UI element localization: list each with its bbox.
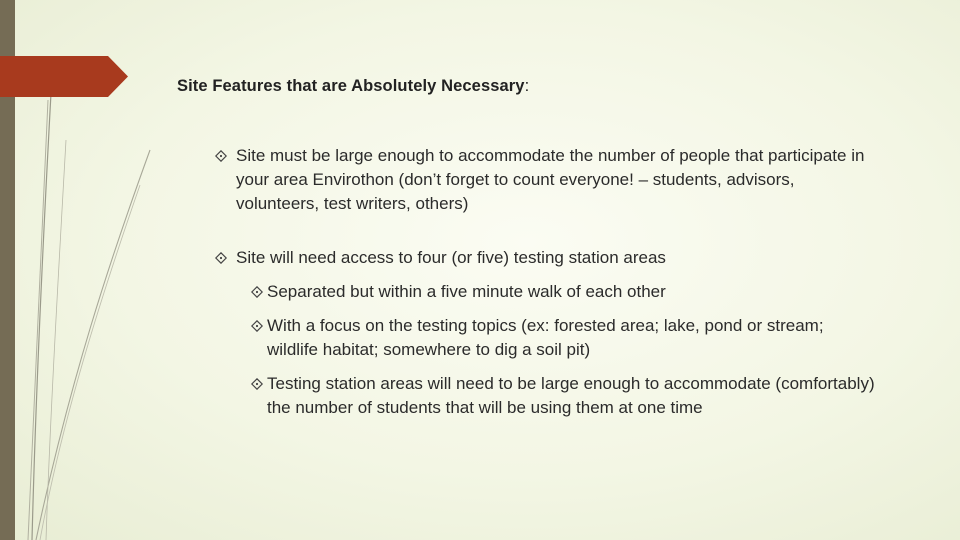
diamond-bullet-icon [215, 252, 227, 264]
sub-bullet-text: Testing station areas will need to be large enough to accommodate (comfortably) the number of students that will be using them at one time [267, 374, 875, 417]
bullet-testing-stations [236, 246, 856, 270]
diamond-bullet-icon [215, 150, 227, 162]
slide-title-text: Site Features that are Absolutely Necessary [177, 77, 525, 95]
slide-title [177, 77, 529, 96]
bullet-text: Site must be large enough to accommodate the number of people that participate in your area Envirothon (don’t forget to count everyone! – students, advisors, volunteers, test writers, others) [236, 146, 865, 213]
slide-title-colon: : [524, 77, 530, 95]
diamond-bullet-icon [251, 378, 263, 390]
sub-bullet-text: With a focus on the testing topics (ex: forested area; lake, pond or stream; wildlife habitat; somewhere to dig a soil pit) [267, 316, 824, 359]
diamond-bullet-icon [251, 286, 263, 298]
title-tab-shape [0, 56, 128, 97]
bullet-text: Site will need access to four (or five) testing station areas [236, 248, 666, 267]
sub-bullet-text: Separated but within a five minute walk of each other [267, 282, 666, 301]
sub-bullet-station-size [267, 372, 877, 420]
sub-bullet-testing-topics [267, 314, 877, 362]
sub-bullet-walk-distance [267, 280, 877, 304]
bullet-site-size [236, 144, 876, 216]
diamond-bullet-icon [251, 320, 263, 332]
